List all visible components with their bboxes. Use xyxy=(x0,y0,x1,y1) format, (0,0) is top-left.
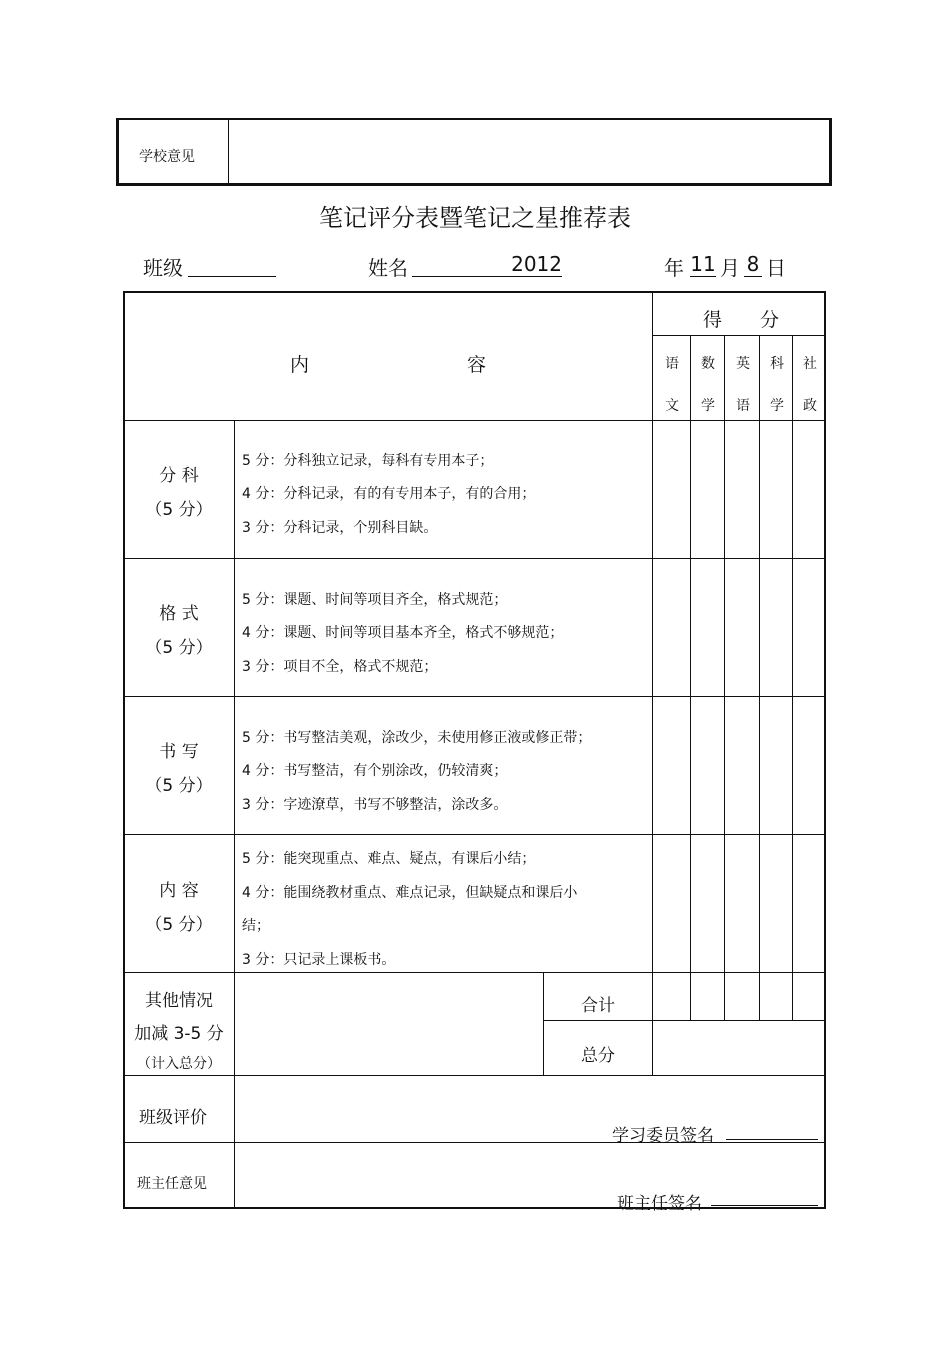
committee-sign-label: 学习委员签名 xyxy=(612,1126,714,1146)
subject-col-line xyxy=(792,335,793,1021)
row-line xyxy=(125,972,826,973)
committee-sign-line[interactable] xyxy=(726,1139,818,1140)
category-writing-points: （5 分） xyxy=(145,776,213,796)
teacher-sign-label: 班主任签名 xyxy=(617,1194,702,1214)
content-header-right: 容 xyxy=(467,354,487,376)
document-title: 笔记评分表暨笔记之星推荐表 xyxy=(319,204,631,232)
lower-col-line xyxy=(234,972,235,1209)
criteria-item: 5 分：能突现重点、难点、疑点，有课后小结； xyxy=(242,851,536,867)
school-opinion-divider xyxy=(228,120,229,183)
score-header: 得 分 xyxy=(703,309,780,331)
subject-col-line xyxy=(724,335,725,1021)
school-opinion-box xyxy=(116,118,832,186)
row-line xyxy=(125,834,826,835)
month-label: 月 xyxy=(720,256,740,280)
category-content-points: （5 分） xyxy=(145,915,213,935)
criteria-item: 3 分：只记录上课板书。 xyxy=(242,952,396,968)
criteria-item: 4 分：能围绕教材重点、难点记录，但缺疑点和课后小 xyxy=(242,885,578,901)
subject-chinese-bottom: 文 xyxy=(665,398,679,414)
other-line-1: 其他情况 xyxy=(145,991,213,1011)
header-bottom-line xyxy=(125,420,826,421)
category-col-line xyxy=(234,420,235,975)
criteria-item: 5 分：分科独立记录，每科有专用本子； xyxy=(242,453,494,469)
subject-col-line xyxy=(690,335,691,1021)
category-format-points: （5 分） xyxy=(145,638,213,658)
other-bottom-line xyxy=(125,1075,826,1076)
class-evaluation-label: 班级评价 xyxy=(139,1108,207,1128)
score-header-line xyxy=(652,335,824,336)
subject-science-bottom: 学 xyxy=(770,398,784,414)
totals-label-col-line xyxy=(543,972,544,1075)
criteria-item: 3 分：分科记录，个别科目缺。 xyxy=(242,520,438,536)
category-writing-name: 书 写 xyxy=(159,742,199,762)
teacher-sign-line[interactable] xyxy=(711,1205,818,1206)
criteria-item: 5 分：书写整洁美观，涂改少，未使用修正液或修正带； xyxy=(242,730,592,746)
criteria-item: 3 分：字迹潦草，书写不够整洁，涂改多。 xyxy=(242,797,508,813)
teacher-opinion-label: 班主任意见 xyxy=(137,1176,207,1192)
class-eval-bottom-line xyxy=(125,1142,826,1143)
category-content-name: 内 容 xyxy=(159,881,199,901)
subject-social-bottom: 政 xyxy=(803,398,817,414)
name-label: 姓名 xyxy=(368,256,408,280)
row-line xyxy=(125,558,826,559)
category-subject-name: 分 科 xyxy=(159,466,199,486)
score-area-divider xyxy=(652,293,653,975)
score-table xyxy=(123,291,826,1214)
subtotal-label: 合计 xyxy=(581,996,615,1016)
subtotal-bottom-line xyxy=(543,1020,826,1021)
criteria-item: 5 分：课题、时间等项目齐全，格式规范； xyxy=(242,592,508,608)
criteria-item: 4 分：书写整洁，有个别涂改，仍较清爽； xyxy=(242,763,508,779)
subject-math-top: 数 xyxy=(701,356,715,372)
day-label: 日 xyxy=(766,256,786,280)
other-line-3: （计入总分） xyxy=(137,1056,221,1072)
subject-chinese-top: 语 xyxy=(665,356,679,372)
category-subject-points: （5 分） xyxy=(145,500,213,520)
subject-english-bottom: 语 xyxy=(736,398,750,414)
subject-social-top: 社 xyxy=(803,356,817,372)
subject-science-top: 科 xyxy=(770,356,784,372)
criteria-item: 4 分：分科记录，有的有专用本子，有的合用； xyxy=(242,486,536,502)
day-field[interactable]: 8 xyxy=(744,252,762,277)
category-format-name: 格 式 xyxy=(159,604,199,624)
subject-col-line xyxy=(759,335,760,1021)
totals-value-col-line xyxy=(652,972,653,1075)
class-label: 班级 xyxy=(143,256,183,280)
name-field[interactable]: 2012 xyxy=(412,252,562,277)
criteria-item: 结； xyxy=(242,918,270,934)
criteria-item: 4 分：课题、时间等项目基本齐全，格式不够规范； xyxy=(242,625,564,641)
year-label: 年 xyxy=(664,256,684,280)
subject-english-top: 英 xyxy=(736,356,750,372)
class-field[interactable] xyxy=(188,252,276,277)
school-opinion-label: 学校意见 xyxy=(139,149,195,165)
other-line-2: 加减 3-5 分 xyxy=(134,1024,224,1044)
criteria-item: 3 分：项目不全，格式不规范； xyxy=(242,659,438,675)
subject-math-bottom: 学 xyxy=(701,398,715,414)
content-header-left: 内 xyxy=(290,354,310,376)
row-line xyxy=(125,696,826,697)
total-label: 总分 xyxy=(581,1046,615,1066)
month-field[interactable]: 11 xyxy=(690,252,716,276)
